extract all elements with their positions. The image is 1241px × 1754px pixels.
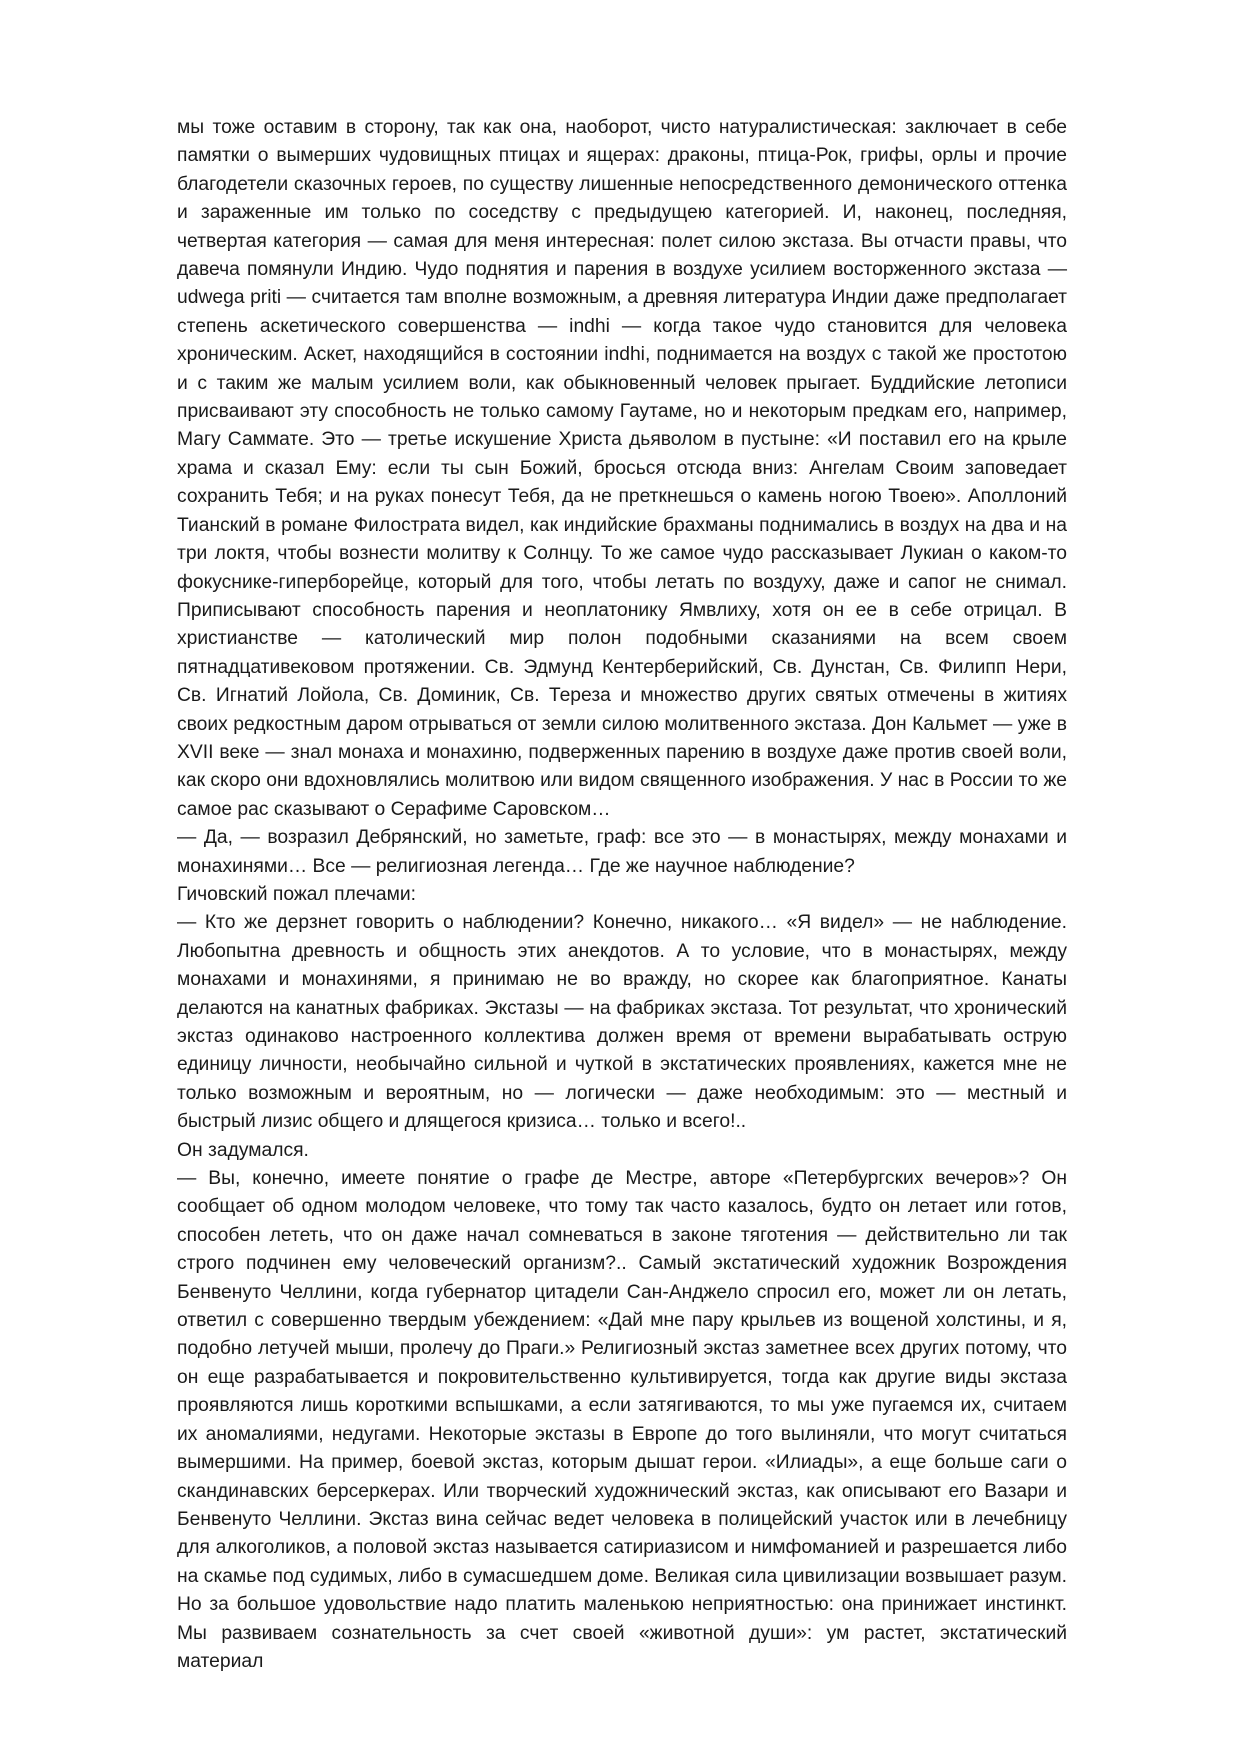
paragraph-2: — Да, — возразил Дебрянский, но заметьте, граф: все это — в монастырях, между монахами и монахинями… Все — религиозная легенда… Где же научное наблюдение? [177,827,1067,877]
paragraph-4: — Кто же дерзнет говорить о наблюдении? Конечно, никакого… «Я видел» — не наблюдение. Любопытна древность и общность этих анекдотов. А то условие, что в монастырях, между монахами и монахинями, я принимаю не во вражду, но скорее как благоприятное. Канаты делаются на канатных фабриках. Экстазы — на фабриках экстаза. Тот результат, что хронический экстаз одинаково настроенного коллектива должен время от времени вырабатывать острую единицу личности, необычайно сильной и чуткой в экстатических проявлениях, кажется мне не только возможным и вероятным, но — логически — даже необходимым: это — местный и быстрый лизис общего и длящегося кризиса… только и всего!.. [177,912,1067,1133]
document-page [177,114,1067,1676]
paragraph-5: Он задумался. [177,1139,309,1161]
paragraph-3: Гичовский пожал плечами: [177,883,416,905]
paragraph-1: мы тоже оставим в сторону, так как она, наоборот, чисто натуралистическая: заключает в себе памятки о вымерших чудовищных птицах и ящерах: драконы, птица-Рок, грифы, орлы и прочие благодетели сказочных героев, по существу лишенные непосредственного демонического оттенка и зараженные им только по соседству с предыдущею категорией. И, наконец, последняя, четвертая категория — самая для меня интересная: полет силою экстаза. Вы отчасти правы, что давеча помянули Индию. Чудо поднятия и парения в воздухе усилием восторженного экстаза — udwega priti — считается там вполне возможным, а древняя литература Индии даже предполагает степень аскетического совершенства — indhi — когда такое чудо становится для человека хроническим. Аскет, находящийся в состоянии indhi, поднимается на воздух с такой же простотою и с таким же малым усилием воли, как обыкновенный человек прыгает. Буддийские летописи присваивают эту способность не только самому Гаутаме, но и некоторым предкам его, например, Магу Саммате. Это — третье искушение Христа дьяволом в пустыне: «И поставил его на крыле храма и сказал Ему: если ты сын Божий, бросься отсюда вниз: Ангелам Своим заповедает сохранить Тебя; и на руках понесут Тебя, да не преткнешься о камень ногою Твоею». Аполлоний Тианский в романе Филострата видел, как индийские брахманы поднимались в воздух на два и на три локтя, чтобы вознести молитву к Солнцу. То же самое чудо рассказывает Лукиан о каком-то фокуснике-гиперборейце, который для того, чтобы летать по воздуху, даже и сапог не снимал. Приписывают способность парения и неоплатонику Ямвлиху, хотя он ее в себе отрицал. В христианстве — католический мир полон подобными сказаниями на всем своем пятнадцативековом протяжении. Св. Эдмунд Кентерберийский, Св. Дунстан, Св. Филипп Нери, Св. Игнатий Лойола, Св. Доминик, Св. Тереза и множество других святых отмечены в житиях своих редкостным даром отрываться от земли силою молитвенного экстаза. Дон Кальмет — уже в XVII веке — знал монаха и монахиню, подверженных парению в воздухе даже против своей воли, как скоро они вдохновлялись молитвою или видом священного изображения. У нас в России то же самое рас сказывают о Серафиме Саровском… [177,117,1067,820]
paragraph-6: — Вы, конечно, имеете понятие о графе де Местре, авторе «Петербургских вечеров»? Он сообщает об одном молодом человеке, что тому так часто казалось, будто он летает или готов, способен лететь, что он даже начал сомневаться в законе тяготения — действительно ли так строго подчинен ему человеческий организм?.. Самый экстатический художник Возрождения Бенвенуто Челлини, когда губернатор цитадели Сан-Анджело спросил его, может ли он летать, ответил с совершенно твердым убеждением: «Дай мне пару крыльев из вощеной холстины, и я, подобно летучей мыши, пролечу до Праги.» Религиозный экстаз заметнее всех других потому, что он еще разрабатывается и покровительственно культивируется, тогда как другие виды экстаза проявляются лишь короткими вспышками, а если затягиваются, то мы уже пугаемся их, считаем их аномалиями, недугами. Некоторые экстазы в Европе до того вылиняли, что могут считаться вымершими. На пример, боевой экстаз, которым дышат герои. «Илиады», а еще больше саги о скандинавских берсеркерах. Или творческий художнический экстаз, как описывают его Вазари и Бенвенуто Челлини. Экстаз вина сейчас ведет человека в полицейский участок или в лечебницу для алкоголиков, а половой экстаз называется сатириазисом и нимфоманией и разрешается либо на скамье под судимых, либо в сумасшедшем доме. Великая сила цивилизации возвышает разум. Но за большое удовольствие надо платить маленькою неприятностью: она принижает инстинкт. Мы развиваем сознательность за счет своей «животной души»: ум растет, экстатический материал [177,1168,1067,1672]
